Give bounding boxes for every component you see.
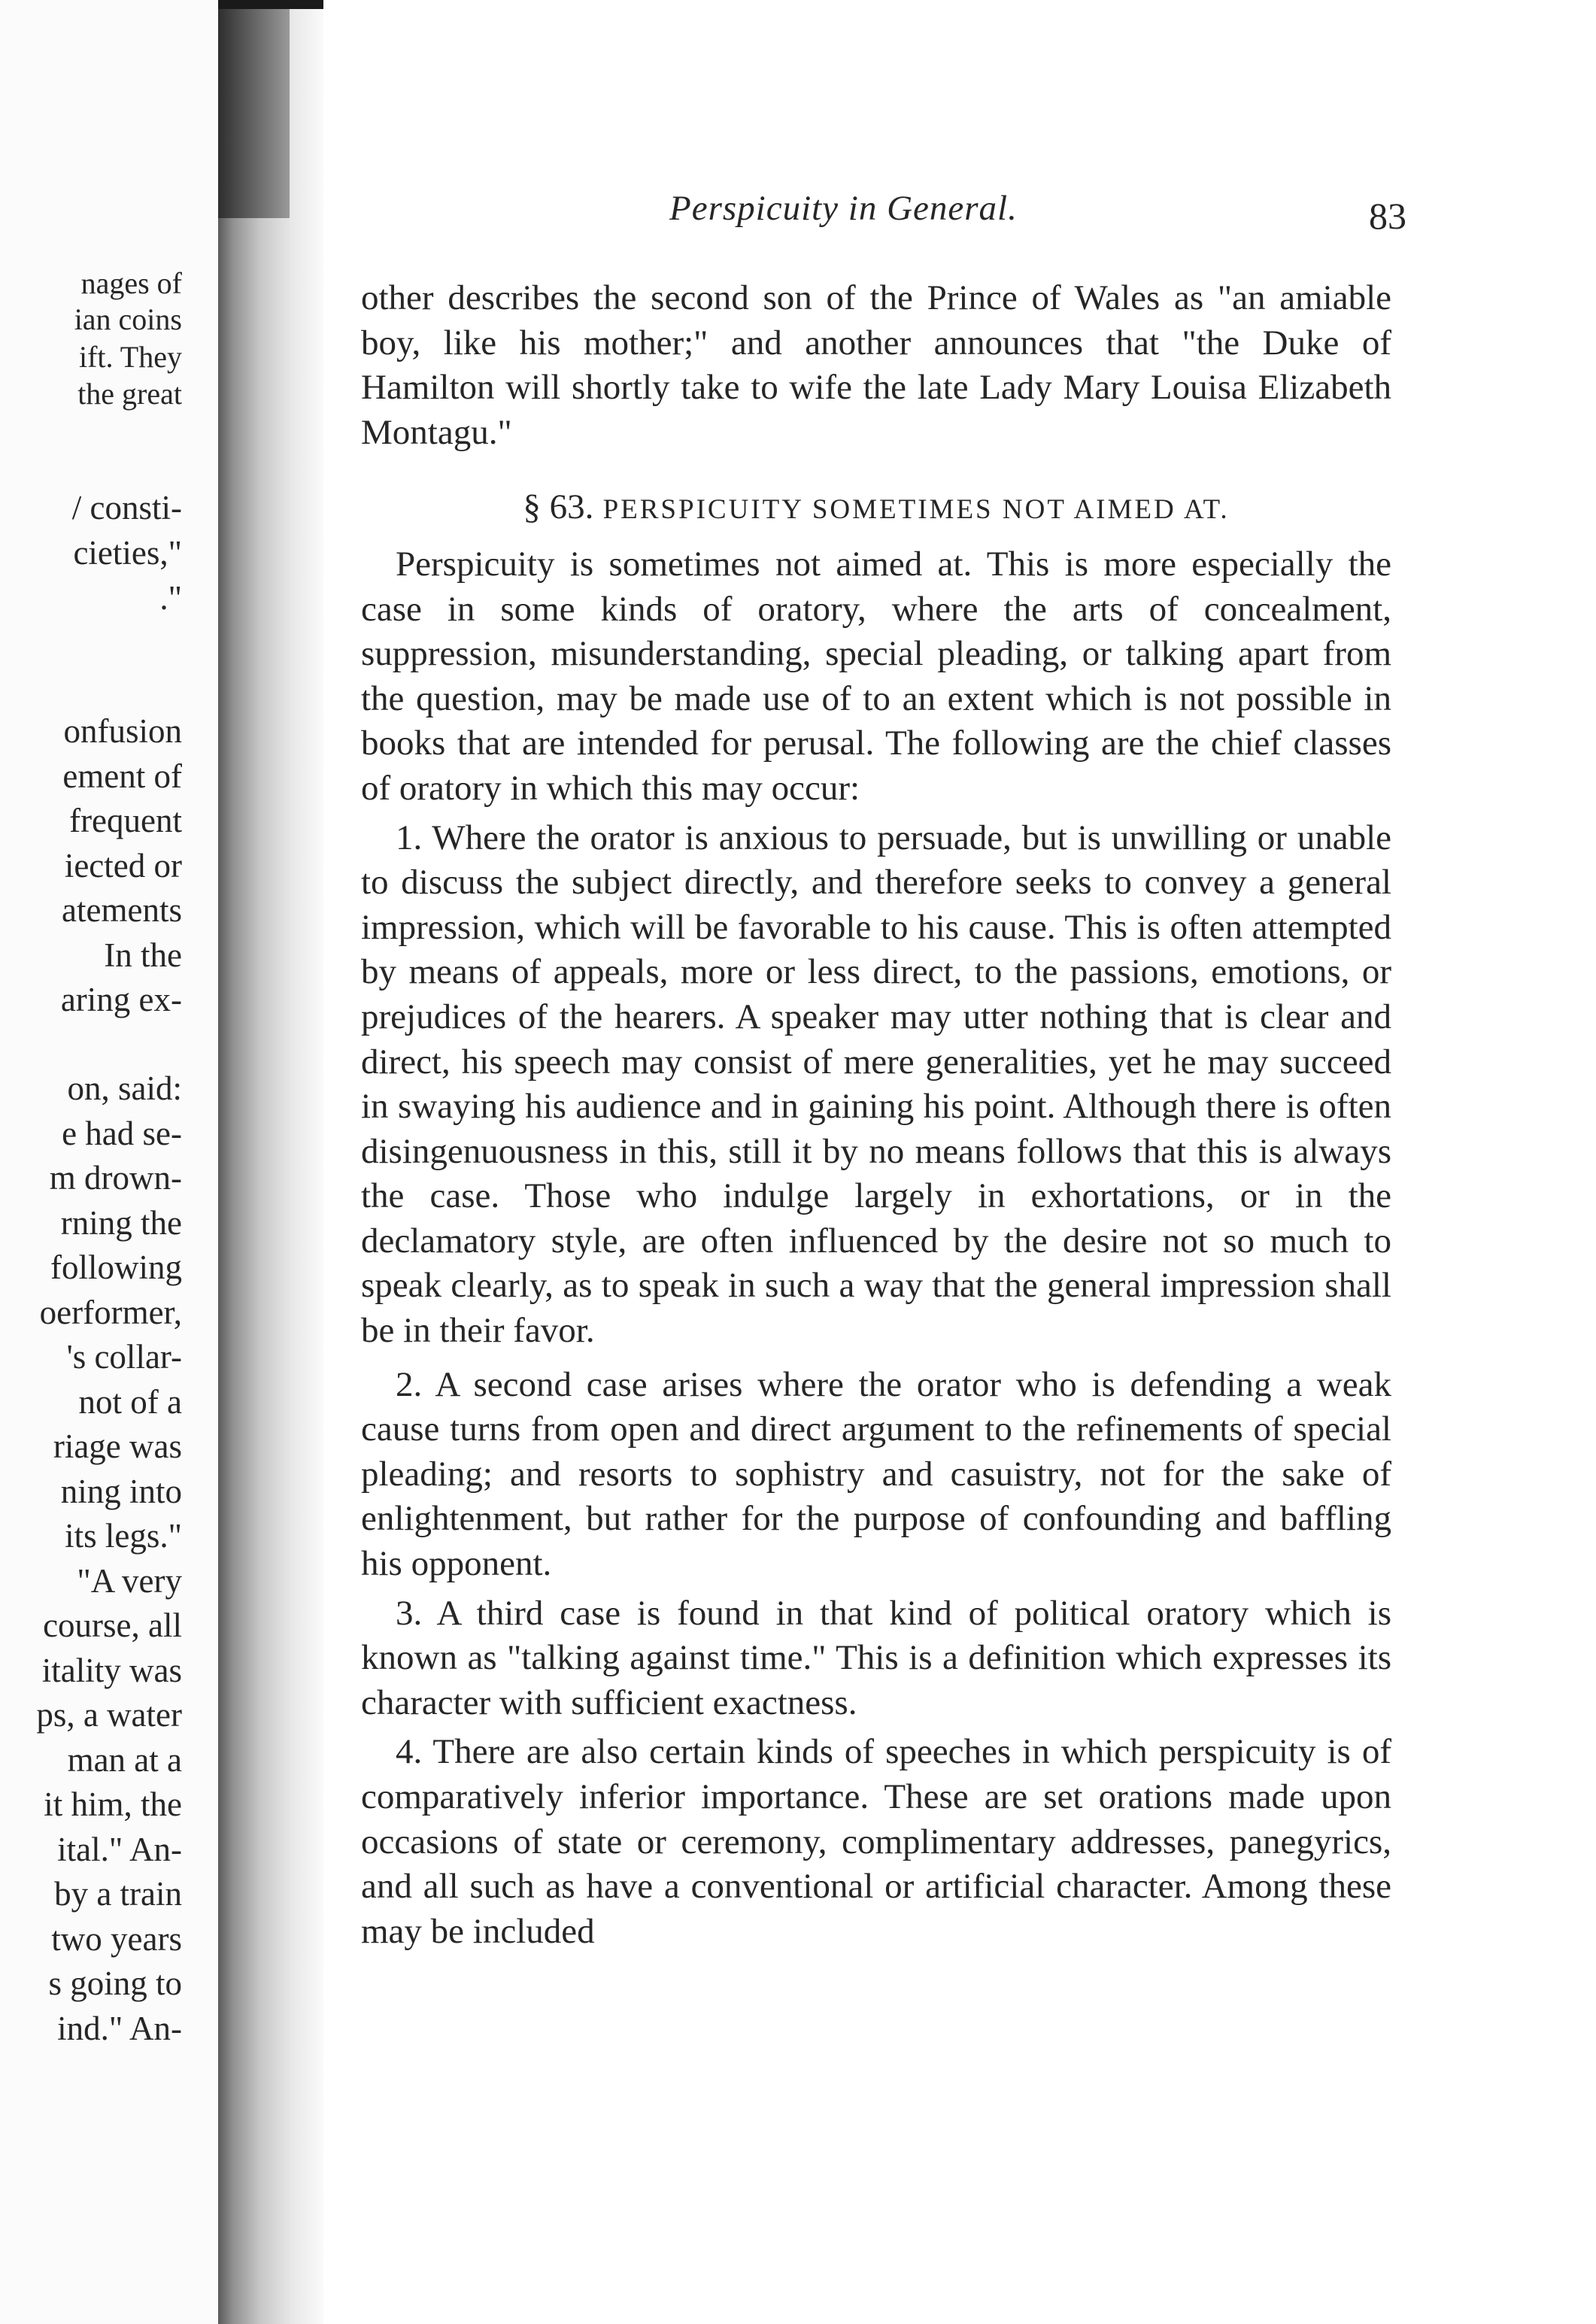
left-page-fragment: ps, a water [36,1696,182,1734]
left-page-fragment: ement of [62,757,182,795]
left-page-fragment: ning into [60,1473,182,1510]
page-body [361,276,1391,1954]
left-page-fragment: two years [51,1920,182,1958]
intro-paragraph: Perspicuity is sometimes not aimed at. This is more especially the case in some kinds of oratory, where the arts of concealment, suppression, misunderstanding, special pleading, or talking apart from the question, may be made use of to an extent which is not possible in books that are intended for perusal. The following are the chief classes of oratory in which this may occur: [361,544,1391,808]
left-page-fragment: its legs." [65,1517,182,1555]
left-page-fragment: rning the [60,1204,182,1242]
left-page-fragment: ital." An- [57,1831,182,1868]
left-page-fragment: "A very [77,1562,182,1600]
left-page-fragment: ind." An- [57,2010,182,2047]
left-page-fragment: it him, the [44,1785,182,1823]
left-page-fragment: frequent [69,802,182,839]
left-page-fragment: atements [62,891,182,929]
left-page-fragment: man at a [67,1741,182,1779]
left-page-fragment: not of a [78,1383,182,1421]
running-head: Perspicuity in General. [669,189,1018,228]
left-page-fragment: iected or [64,847,182,884]
left-page-fragment: nages of [80,266,182,300]
book-gutter-dark-edge [218,0,290,218]
left-page-fragment: on, said: [67,1069,182,1107]
list-item-3: 3. A third case is found in that kind of political oratory which is known as "talking against time." This is a definition which expresses its character with sufficient exactness. [361,1593,1391,1722]
left-page-fragment: ." [159,579,182,617]
left-page-fragment: course, all [43,1606,182,1644]
left-page-fragment: cieties," [73,534,182,572]
left-page-fragment: / consti- [71,489,182,526]
left-page-edge [0,0,226,2324]
section-number: § 63. [523,487,594,527]
left-page-fragment: onfusion [63,712,182,750]
left-page-fragment: ift. They [78,340,182,374]
continuation-paragraph: other describes the second son of the Prince of Wales as "an amiable boy, like his mother;" and another announces that "the Duke of Hamilton will shortly take to wife the late Lady Mary Louisa Elizabeth Montagu." [361,278,1391,452]
left-page-fragment: m drown- [49,1159,182,1197]
left-page-fragment: ian coins [74,302,182,336]
left-page-fragment: riage was [53,1427,182,1465]
left-page-fragment: e had se- [62,1115,182,1152]
page-number: 83 [1369,195,1406,237]
list-item-1: 1. Where the orator is anxious to persuade, but is unwilling or unable to discuss the subject directly, and therefore seeks to convey a general impression, which will be favorable to his cause. This is often attempted by means of appeals, more or less direct, to the passions, emotions, or prejudices of the hearers. A speaker may utter nothing that is clear and direct, his speech may consist of mere generalities, yet he may succeed in swaying his audience and in gaining his point. Although there is often disingenuousness in this, still it by no means follows that this is always the case. Those who indulge largely in exhortations, or in the declamatory style, are often influenced by the desire not so much to speak clearly, as to speak in such a way that the general impression shall be in their favor. [361,818,1391,1351]
left-page-fragment: 's collar- [66,1338,182,1376]
left-page-fragment: following [50,1248,182,1286]
left-page-fragment: oerformer, [39,1294,182,1331]
book-gutter-shadow [218,0,323,2324]
left-page-fragment: itality was [41,1652,182,1689]
list-item-2: 2. A second case arises where the orator who is defending a weak cause turns from open and direct argument to the refinements of special pleading; and resorts to sophistry and casuistry, not for the sake of enlightenment, but rather for the purpose of confounding and baffling his opponent. [361,1364,1391,1584]
section-heading [361,485,1391,532]
left-page-fragment: s going to [48,1964,182,2002]
list-item-4: 4. There are also certain kinds of speeches in which perspicuity is of comparatively inferior importance. These are set orations made upon occasions of state or ceremony, complimentary addresses, panegyrics, and all such as have a conventional or artificial character. Among these may be included [361,1732,1391,1951]
left-page-fragment: In the [104,936,182,974]
left-page-fragment: aring ex- [60,981,182,1018]
left-page-fragment: by a train [54,1875,182,1913]
left-page-fragment: the great [77,377,182,411]
section-title: PERSPICUITY SOMETIMES NOT AIMED AT. [602,494,1230,526]
